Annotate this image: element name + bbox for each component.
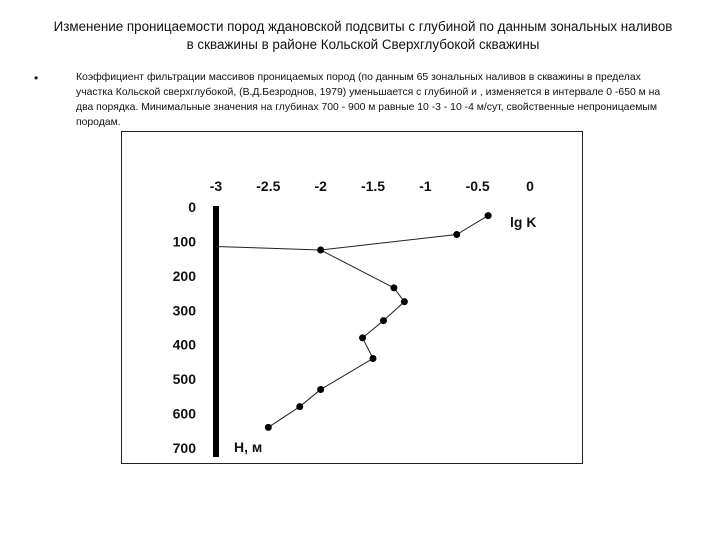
data-point [265, 424, 272, 431]
x-tick-label: -3 [209, 178, 223, 194]
y-axis-label: H, м [234, 439, 263, 455]
data-point [390, 284, 397, 291]
data-point [485, 212, 492, 219]
x-tick-label: -1 [419, 178, 432, 194]
y-tick-label: 100 [172, 233, 196, 250]
x-tick-label: -1.5 [360, 178, 386, 194]
data-point [370, 355, 377, 362]
slide-title: Изменение проницаемости пород ждановской подсвиты с глубиной по данным зональных наливов в скважины в районе Кольской Сверхглубокой скважины [53, 19, 673, 52]
data-point [401, 298, 408, 305]
x-tick-label: 0 [526, 178, 534, 194]
data-point [453, 231, 460, 238]
chart-frame [121, 131, 583, 464]
y-tick-label: 300 [172, 302, 196, 319]
x-tick-label: -2 [314, 178, 327, 194]
bullet-text: Коэффициент фильтрации массивов проницаемых пород (по данным 65 зональных наливов в скважины в пределах участка Кольской сверхглубокой, (В.Д.Безроднов, 1979) уменьшается с глубиной и , изменяется в интервале 0 -650 м на два порядка. Минимальные значения на глубинах 700 - 900 м равные 10 -3 - 10 -4 м/сут, свойственные непроницаемым породам. [76, 72, 661, 128]
y-tick-labels [173, 199, 197, 456]
data-points [265, 212, 492, 431]
data-point [317, 386, 324, 393]
x-axis-label: lg K [510, 214, 537, 230]
series-line-upper [321, 216, 488, 250]
y-tick-label: 500 [172, 371, 196, 388]
x-tick-labels [210, 178, 534, 194]
x-tick-label: -2.5 [256, 178, 281, 194]
chart-plot [122, 132, 584, 465]
y-tick-label: 600 [172, 405, 196, 422]
data-point [359, 334, 366, 341]
y-tick-label: 400 [172, 336, 196, 353]
y-tick-label: 0 [188, 199, 196, 215]
bullet-marker: • [34, 71, 39, 85]
data-point [317, 247, 324, 254]
y-tick-label: 700 [172, 440, 196, 456]
y-tick-label: 200 [172, 267, 196, 284]
data-point [296, 403, 303, 410]
x-tick-label: -0.5 [465, 178, 490, 194]
data-point [380, 317, 387, 324]
series-line [219, 247, 404, 428]
